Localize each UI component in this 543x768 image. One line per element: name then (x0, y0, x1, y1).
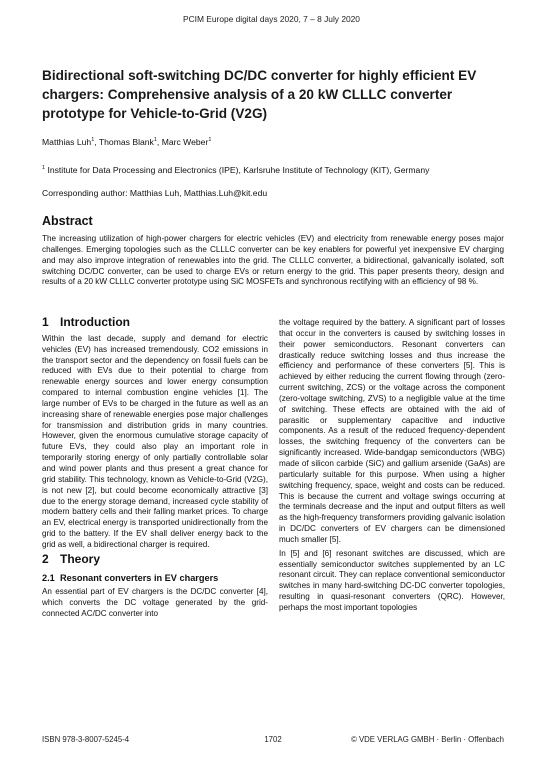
left-column (42, 317, 268, 623)
page-number: 1702 (264, 735, 282, 744)
section-heading-introduction (42, 317, 268, 328)
paper-title: Bidirectional soft-switching DC/DC converter for highly efficient EV chargers: Comprehensive analysis of a 20 kW CLLLC converter prototype for Vehicle-to-Grid (V2G) (42, 68, 477, 121)
subsection-title: Resonant converters in EV chargers (60, 572, 219, 583)
author-list (42, 137, 211, 147)
right-column (279, 318, 505, 617)
subsection-number: 2.1 (42, 572, 55, 583)
author-affil-mark: 1 (153, 137, 157, 144)
author-name: Matthias Luh (42, 137, 92, 147)
section-number: 2 (42, 551, 49, 566)
affiliation (42, 165, 429, 175)
body-paragraph: An essential part of EV chargers is the DC/DC converter [4], which converts the DC voltage generated by the grid-connected AC/DC converter into (42, 587, 268, 619)
author-separator: , (156, 137, 162, 147)
author-name: Thomas Blank (98, 137, 154, 147)
author-separator: , (94, 137, 99, 147)
isbn-text: ISBN 978-3-8007-5245-4 (42, 735, 130, 744)
affiliation-mark: 1 (42, 165, 46, 172)
conference-header: PCIM Europe digital days 2020, 7 – 8 July 2020 (183, 14, 360, 24)
section-number: 1 (42, 315, 49, 329)
section-heading-theory (42, 551, 268, 566)
affiliation-text: Institute for Data Processing and Electronics (IPE), Karlsruhe Institute of Technology (KIT), Germany (45, 165, 430, 175)
body-paragraph: In [5] and [6] resonant switches are discussed, which are essentially semiconductor switches supplemented by an LC resonant circuit. They can replace conventional semiconductor switches in many hard-switching DC-DC converter topologies, resulting in quasi-resonant converters (QRC). However, perhaps the most important topologies (279, 548, 505, 612)
publisher-text: © VDE VERLAG GMBH · Berlin · Offenbach (351, 735, 504, 744)
subsection-heading-resonant-converters (42, 573, 268, 584)
section-title: Introduction (60, 315, 130, 329)
section-title: Theory (60, 551, 101, 566)
author-affil-mark: 1 (208, 137, 212, 144)
body-paragraph: the voltage required by the battery. A significant part of losses that occur in the converters is caused by switching losses in their power semiconductors. Resonant converters can drastically reduce switching losses and thus increase the efficiency and performance of these converters [5]. This is achieved by either reducing the current flowing through (zero-current switching, ZCS) or the voltage across the component (zero-voltage switching, ZVS) to a negligible value at the time of switching. These effects are obtained with the aid of parasitic or supplementary capacitive and inductive components. As a result of the reduced frequency-dependent losses, the switching frequency of the converters can be significantly increased. Wide-bandgap semiconductors (WBG) made of silicon carbide (SiC) and gallium arsenide (GaAs) are particularly suitable for this purpose. When using a higher switching frequency, space, weight and costs can be reduced. This is because the current and voltage swings occurring at the terminals decrease and the input and output filters as well as the high-frequency transformers providing galvanic isolation in DC/DC converters of EV chargers can be dimensioned much smaller [5]. (279, 318, 505, 544)
corresponding-author: Corresponding author: Matthias Luh, Matthias.Luh@kit.edu (42, 188, 268, 198)
body-paragraph: Within the last decade, supply and demand for electric vehicles (EV) has increased tremendously. CO2 emissions in the transport sector and the dependency on fossil fuels can be reduced with EVs due to their potential to charge from renewable energy sources and lower energy consumption compared to internal combustion engine vehicles [1]. The large number of EVs to be charged in the future as well as an increasing share of renewable energies pose major challenges for transmission and distribution grids in many countries. However, given the enormous cumulative storage capacity of future EVs, they could also play an important role in temporarily storing energy of only partially controllable solar and wind power plants and thus present a great chance for grid stability. This technology, known as Vehicle-to-Grid (V2G), is not new [2], but could become economically attractive [3] due to the energy storage demand, increased cycle stability of modern battery cells and their falling market prices. To charge an EV, electrical energy is transported unidirectionally from the grid to the battery. If the EV shall deliver energy back to the grid as well, a bidirectional charger is required. (42, 333, 268, 549)
author-name: Marc Weber (161, 137, 209, 147)
abstract-text: The increasing utilization of high-power chargers for electric vehicles (EV) and electricity from renewable energy poses major challenges. Emerging topologies such as the CLLLC converter can be key enablers for powerful yet inexpensive EV charging and may also improve integration of renewables into the grid. The CLLLC converter, a bidirectional, galvanically isolated, soft switching DC/DC converter, can be used to charge EVs or return energy to the grid. This paper presents theory, design and results of a 20 kW CLLLC converter prototype using SiC MOSFETs and synchronous rectifying with an efficiency of 98 %. (42, 234, 504, 287)
author-affil-mark: 1 (91, 137, 95, 144)
abstract-heading: Abstract (42, 214, 93, 228)
